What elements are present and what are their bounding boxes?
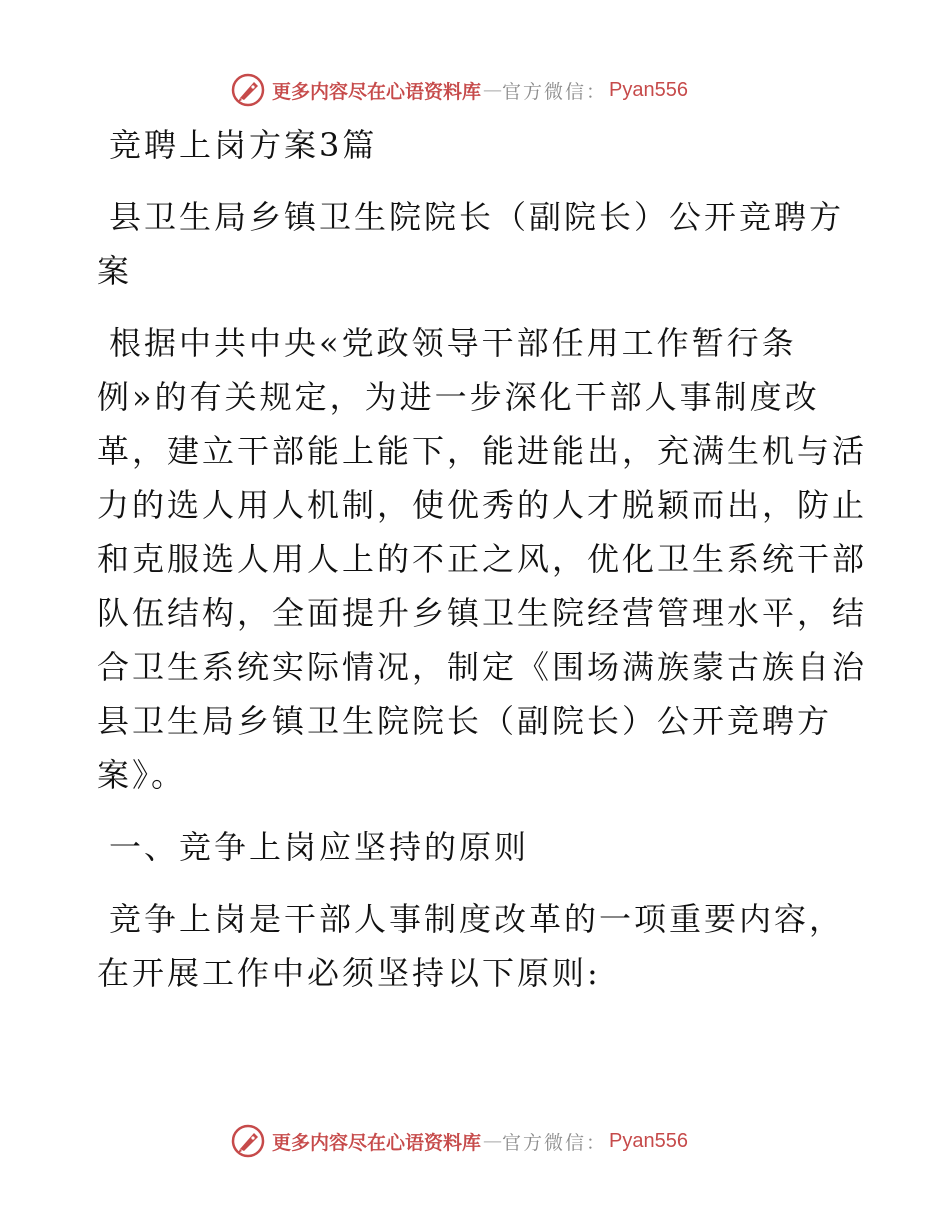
watermark-brand: 更多内容尽在心语资料库: [272, 1131, 482, 1154]
document-body: [97, 118, 867, 1018]
watermark-label: 官方微信：: [502, 1131, 608, 1154]
watermark-dash: —: [483, 79, 501, 101]
watermark-footer: [230, 1121, 688, 1161]
watermark-dash: —: [483, 1130, 501, 1152]
section1-paragraph: 竞争上岗是干部人事制度改革的一项重要内容，在开展工作中必须坚持以下原则:: [97, 900, 845, 992]
section1-heading: 一、竞争上岗应坚持的原则: [109, 828, 530, 866]
watermark-label: 官方微信：: [502, 80, 608, 103]
pen-nib-logo-icon: [230, 1123, 266, 1159]
document-title: 竞聘上岗方案3篇: [109, 126, 378, 164]
intro-paragraph: 根据中共中央«党政领导干部任用工作暂行条例»的有关规定，为进一步深化干部人事制度改革，建立干部能上能下，能进能出，充满生机与活力的选人用人机制，使优秀的人才脱颖而出，防止和克服选人用人上的不正之风，优化卫生系统干部队伍结构，全面提升乡镇卫生院经营管理水平，结合卫生系统实际情况，制定《围场满族蒙古族自治县卫生局乡镇卫生院院长（副院长）公开竞聘方案》。: [97, 324, 868, 794]
watermark-brand: 更多内容尽在心语资料库: [272, 80, 482, 103]
document-subtitle: 县卫生局乡镇卫生院院长（副院长）公开竞聘方案: [97, 198, 845, 290]
pen-nib-logo-icon: [230, 72, 266, 108]
watermark-wechat-id: Pyan556: [609, 78, 688, 101]
watermark-wechat-id: Pyan556: [609, 1129, 688, 1152]
watermark-header: [230, 70, 688, 110]
